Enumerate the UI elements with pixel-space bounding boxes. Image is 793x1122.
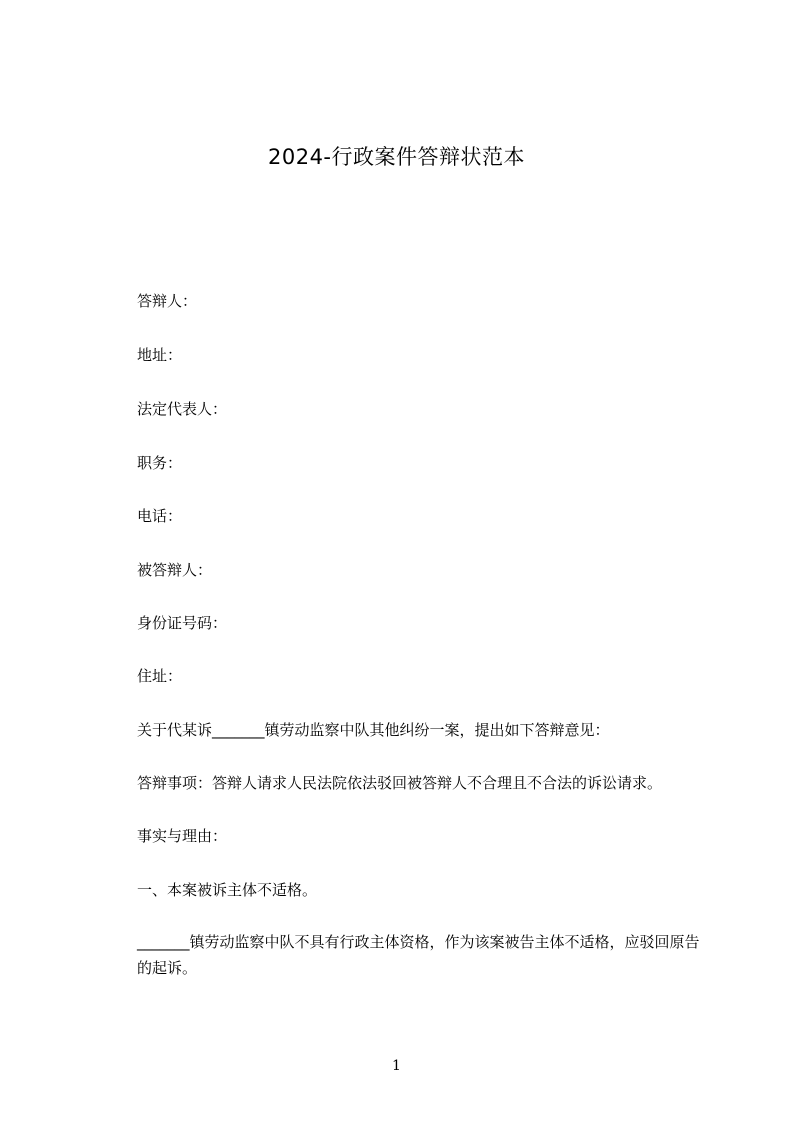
document-title: 2024-行政案件答辩状范本 bbox=[267, 145, 526, 169]
field-residence: 住址： bbox=[137, 667, 183, 685]
facts-heading: 事实与理由： bbox=[137, 827, 228, 845]
page-number: 1 bbox=[392, 1058, 401, 1074]
statement-line: 关于代某诉_______镇劳动监察中队其他纠纷一案，提出如下答辩意见： bbox=[137, 721, 610, 739]
field-legal-representative: 法定代表人： bbox=[137, 400, 228, 418]
point-one-body: _______镇劳动监察中队不具有行政主体资格，作为该案被告主体不适格，应驳回原告的起诉。 bbox=[137, 933, 700, 977]
field-defendant: 被答辩人： bbox=[137, 561, 213, 579]
field-id-number: 身份证号码： bbox=[137, 614, 228, 632]
field-phone: 电话： bbox=[137, 507, 183, 525]
field-address: 地址： bbox=[137, 346, 183, 364]
field-position: 职务： bbox=[137, 454, 183, 472]
claim-line: 答辩事项：答辩人请求人民法院依法驳回被答辩人不合理且不合法的诉讼请求。 bbox=[137, 774, 663, 792]
field-respondent: 答辩人： bbox=[137, 292, 198, 310]
point-one-heading: 一、本案被诉主体不适格。 bbox=[137, 881, 318, 899]
